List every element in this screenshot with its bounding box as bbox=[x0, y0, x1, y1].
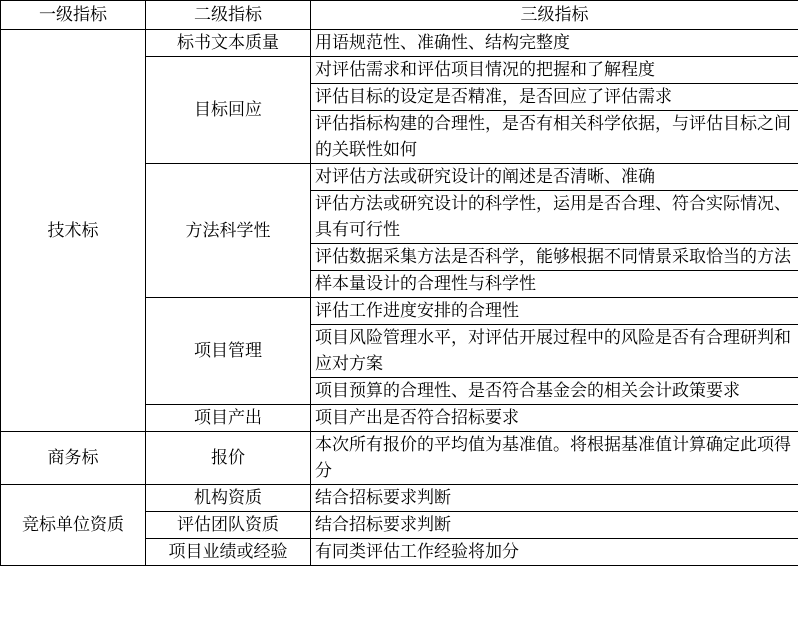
table-row bbox=[1, 485, 798, 512]
table-row bbox=[1, 30, 798, 57]
level3-cell: 结合招标要求判断 bbox=[311, 512, 798, 539]
level3-cell: 评估指标构建的合理性，是否有相关科学依据，与评估目标之间的关联性如何 bbox=[311, 111, 798, 164]
header-level3: 三级指标 bbox=[311, 1, 798, 30]
level1-business: 商务标 bbox=[1, 432, 146, 485]
header-level1: 一级指标 bbox=[1, 1, 146, 30]
level2-quote: 报价 bbox=[146, 432, 311, 485]
level2-goal-response: 目标回应 bbox=[146, 57, 311, 164]
level3-cell: 结合招标要求判断 bbox=[311, 485, 798, 512]
level2-project-output: 项目产出 bbox=[146, 405, 311, 432]
level1-qualification: 竞标单位资质 bbox=[1, 485, 146, 566]
level3-cell: 项目产出是否符合招标要求 bbox=[311, 405, 798, 432]
level2-team-qual: 评估团队资质 bbox=[146, 512, 311, 539]
level1-tech: 技术标 bbox=[1, 30, 146, 432]
level3-cell: 对评估需求和评估项目情况的把握和了解程度 bbox=[311, 57, 798, 84]
level3-cell: 样本量设计的合理性与科学性 bbox=[311, 271, 798, 298]
level2-performance: 项目业绩或经验 bbox=[146, 539, 311, 566]
level3-cell: 评估方法或研究设计的科学性，运用是否合理、符合实际情况、具有可行性 bbox=[311, 191, 798, 244]
level3-cell: 项目风险管理水平，对评估开展过程中的风险是否有合理研判和应对方案 bbox=[311, 325, 798, 378]
level2-org-qual: 机构资质 bbox=[146, 485, 311, 512]
level3-cell: 项目预算的合理性、是否符合基金会的相关会计政策要求 bbox=[311, 378, 798, 405]
header-row bbox=[1, 1, 798, 30]
table-row bbox=[1, 432, 798, 485]
level3-cell: 有同类评估工作经验将加分 bbox=[311, 539, 798, 566]
level3-cell: 评估目标的设定是否精准，是否回应了评估需求 bbox=[311, 84, 798, 111]
level3-cell: 用语规范性、准确性、结构完整度 bbox=[311, 30, 798, 57]
level3-cell: 评估工作进度安排的合理性 bbox=[311, 298, 798, 325]
level2-doc-quality: 标书文本质量 bbox=[146, 30, 311, 57]
level2-project-mgmt: 项目管理 bbox=[146, 298, 311, 405]
header-level2: 二级指标 bbox=[146, 1, 311, 30]
level3-cell: 评估数据采集方法是否科学，能够根据不同情景采取恰当的方法 bbox=[311, 244, 798, 271]
level3-cell: 本次所有报价的平均值为基准值。将根据基准值计算确定此项得分 bbox=[311, 432, 798, 485]
level2-method-science: 方法科学性 bbox=[146, 164, 311, 298]
level3-cell: 对评估方法或研究设计的阐述是否清晰、准确 bbox=[311, 164, 798, 191]
